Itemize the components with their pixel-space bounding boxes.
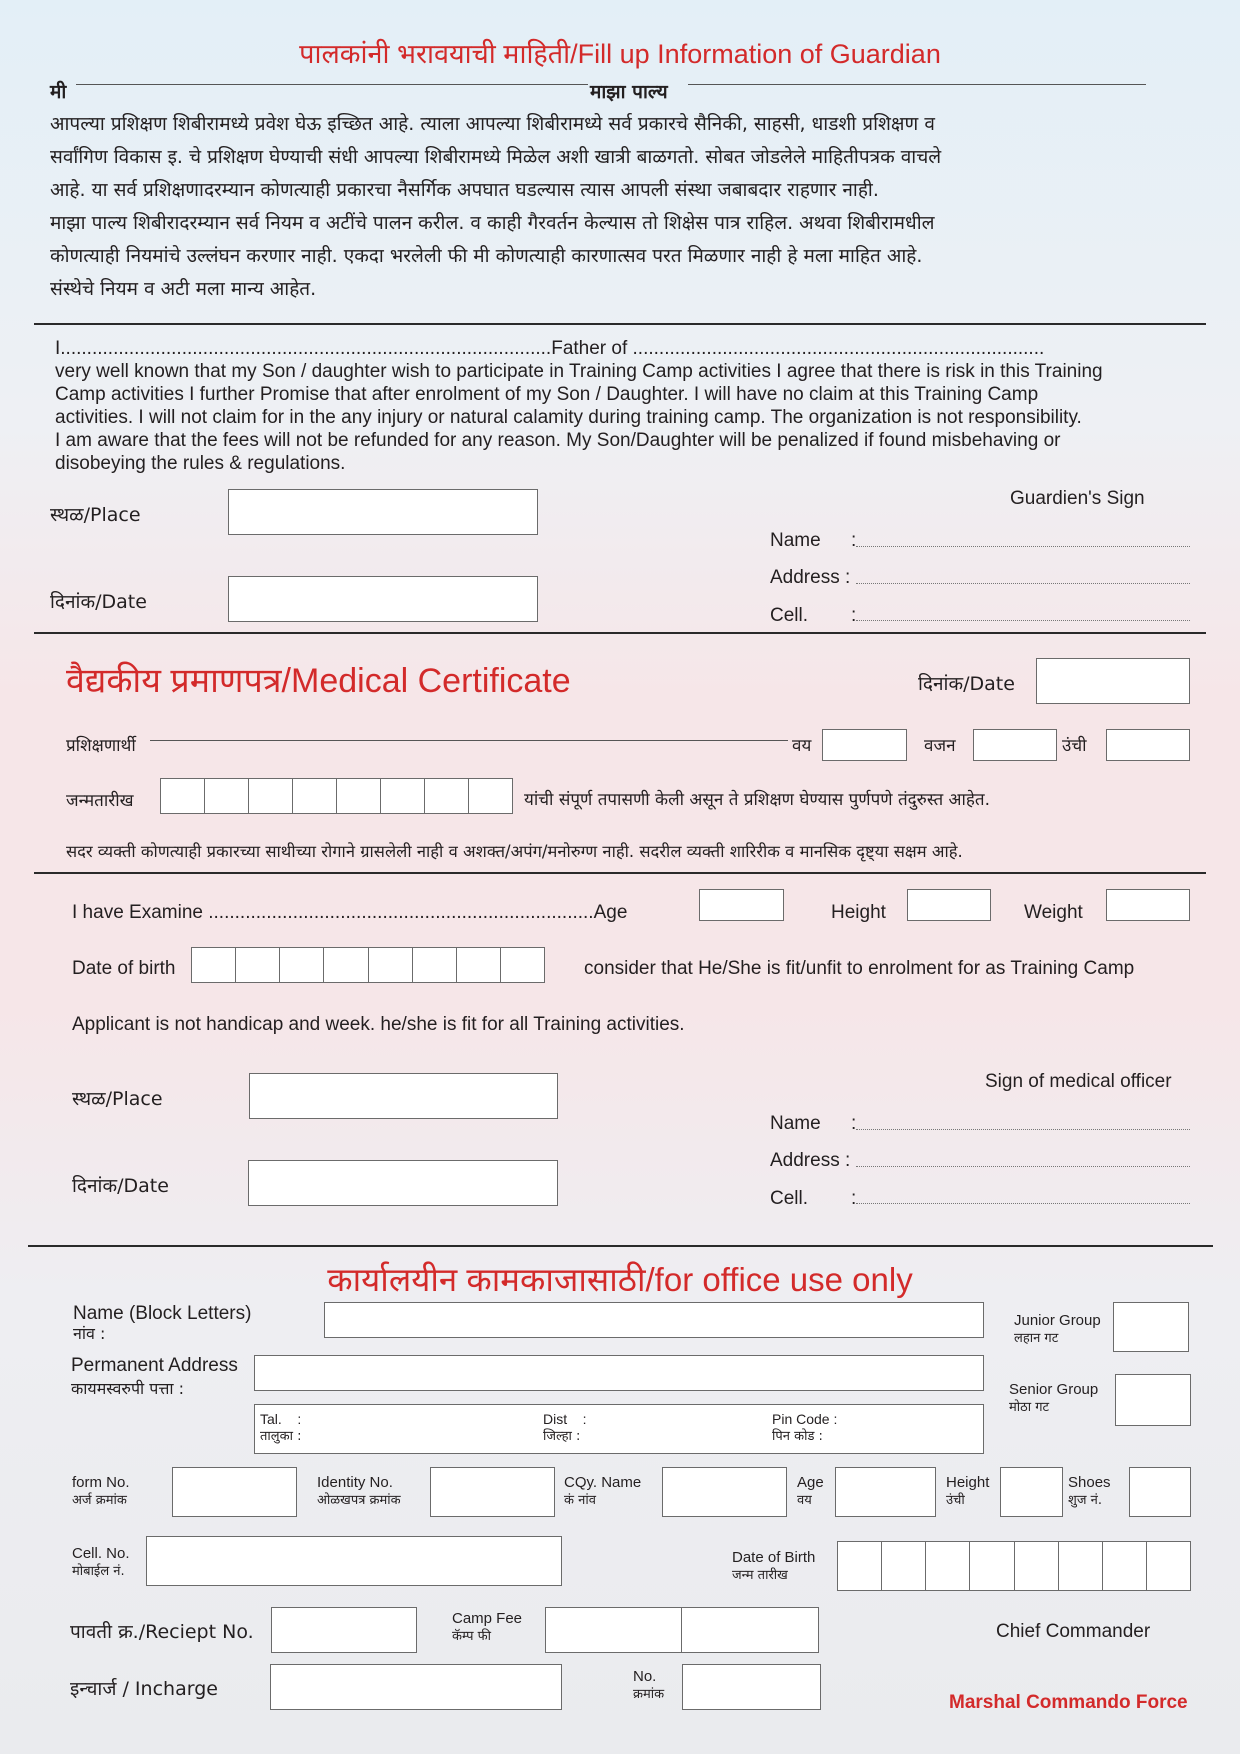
- office-dob-en: Date of Birth: [732, 1549, 816, 1566]
- name-en: Name (Block Letters): [73, 1303, 252, 1324]
- name-block-label: [73, 1303, 251, 1343]
- paragraph-line: activities. I will not claim for in the any injury or natural calamity during training camp. The organization is not responsibility.: [55, 407, 1082, 428]
- age-input[interactable]: [699, 889, 784, 921]
- organization-name: Marshal Commando Force: [949, 1692, 1188, 1713]
- cell-no-mr: मोबाईल नं.: [72, 1564, 125, 1579]
- dob-cell[interactable]: [1147, 1542, 1190, 1590]
- form-no-mr: अर्ज क्रमांक: [72, 1493, 127, 1508]
- paragraph-line: आहे. या सर्व प्रशिक्षणादरम्यान कोणत्याही प्रकारचा नैसर्गिक अपघात घडल्यास त्यास आपली संस्था जबाबदार राहणार नाही.: [50, 179, 879, 201]
- form-no-label: [72, 1474, 130, 1510]
- dob-cell[interactable]: [293, 779, 337, 813]
- guardian-name-label: Name: [770, 530, 821, 551]
- colon: :: [851, 1113, 857, 1134]
- dob-cell[interactable]: [469, 779, 512, 813]
- height-input[interactable]: [907, 889, 991, 921]
- taluka-en: Tal. :: [260, 1411, 302, 1427]
- weight-mr-label: वजन: [924, 736, 956, 756]
- dob-cell[interactable]: [413, 948, 457, 982]
- dob-cell[interactable]: [324, 948, 368, 982]
- paragraph-line: कोणत्याही नियमांचे उल्लंघन करणार नाही. एकदा भरलेली फी मी कोणत्याही कारणात्सव परत मिळणार नाही हे मला माहित आहे.: [50, 245, 923, 267]
- paragraph-line: very well known that my Son / daughter wish to participate in Training Camp activities I agree that there is risk in this Training: [55, 361, 1103, 382]
- dob-cell[interactable]: [425, 779, 469, 813]
- dob-cell[interactable]: [381, 779, 425, 813]
- shoes-label: [1068, 1474, 1111, 1510]
- paragraph-line: Camp activities I further Promise that after enrolment of my Son / Daughter. I will have no claim at this Training Camp: [55, 384, 1039, 405]
- weight-input[interactable]: [1106, 889, 1190, 921]
- dob-mr-text: यांची संपूर्ण तपासणी केली असून ते प्रशिक्षण घेण्यास पुर्णपणे तंदुरुस्त आहेत.: [524, 790, 991, 810]
- office-dob-mr: जन्म तारीख: [732, 1568, 788, 1583]
- office-name-input[interactable]: [324, 1302, 984, 1338]
- cqy-name-label: [564, 1474, 641, 1510]
- medical-name-label: Name: [770, 1113, 821, 1134]
- dob-cell[interactable]: [926, 1542, 970, 1590]
- cqy-name-input[interactable]: [662, 1467, 787, 1517]
- receipt-label: पावती क्र./Reciept No.: [70, 1621, 254, 1643]
- shoes-input[interactable]: [1129, 1467, 1191, 1517]
- medical-address-field[interactable]: [856, 1166, 1190, 1167]
- medical-sign-label: Sign of medical officer: [985, 1071, 1172, 1092]
- camp-fee-en: Camp Fee: [452, 1610, 523, 1627]
- office-height-input[interactable]: [1000, 1467, 1063, 1517]
- guardian-name-field[interactable]: [856, 546, 1190, 547]
- camp-fee-mr: कॅम्प फी: [452, 1629, 492, 1644]
- office-age-label: [797, 1474, 824, 1510]
- dob-cell[interactable]: [1059, 1542, 1103, 1590]
- camp-fee-label: [452, 1610, 522, 1646]
- office-age-input[interactable]: [835, 1467, 936, 1517]
- paragraph-line: माझा पाल्य शिबीरादरम्यान सर्व नियम व अटींचे पालन करील. व काही गैरवर्तन केल्यास तो शिक्षेस पात्र राहिल. अथवा शिबीरामधील: [50, 212, 935, 234]
- paragraph-line: I am aware that the fees will not be refunded for any reason. My Son/Daughter will be penalized if found misbehaving or: [55, 430, 1061, 451]
- no-en: No.: [633, 1668, 657, 1685]
- colon: :: [851, 605, 857, 626]
- shoes-en: Shoes: [1068, 1474, 1111, 1491]
- senior-en: Senior Group: [1009, 1381, 1099, 1398]
- shoes-mr: शुज नं.: [1068, 1493, 1102, 1508]
- weight-label: Weight: [1024, 902, 1083, 923]
- senior-mr: मोठा गट: [1009, 1400, 1050, 1415]
- guardian-date-label: दिनांक/Date: [50, 591, 147, 613]
- junior-group-checkbox[interactable]: [1113, 1302, 1189, 1352]
- medical-cell-field[interactable]: [856, 1203, 1190, 1204]
- address-block-label: [71, 1355, 238, 1398]
- office-dob-label: [732, 1549, 815, 1585]
- medical-place-label: स्थळ/Place: [72, 1088, 163, 1110]
- permanent-address-input[interactable]: [254, 1355, 984, 1391]
- district-en: Dist :: [543, 1411, 587, 1427]
- dob-cell[interactable]: [501, 948, 544, 982]
- dob-cell[interactable]: [249, 779, 293, 813]
- identity-no-input[interactable]: [430, 1467, 555, 1517]
- office-section-title: कार्यालयीन कामकाजासाठी/for office use only: [327, 1261, 913, 1298]
- me-label: मी: [50, 81, 67, 103]
- dob-cell[interactable]: [838, 1542, 882, 1590]
- dob-cell[interactable]: [280, 948, 324, 982]
- medical-date-input[interactable]: [1036, 658, 1190, 704]
- chief-commander-label: Chief Commander: [996, 1621, 1151, 1642]
- address-mr: कायमस्वरुपी पत्ता :: [71, 1379, 185, 1398]
- taluka-label: [260, 1410, 301, 1446]
- identity-no-label: [317, 1474, 401, 1510]
- section-divider: [34, 323, 1206, 325]
- office-age-mr: वय: [797, 1493, 812, 1508]
- guardian-place-label: स्थळ/Place: [50, 504, 141, 526]
- senior-group-checkbox[interactable]: [1115, 1374, 1191, 1426]
- incharge-input[interactable]: [270, 1664, 562, 1710]
- junior-group-label: [1014, 1312, 1101, 1348]
- height-label: Height: [831, 902, 886, 923]
- weight-mr-input[interactable]: [973, 729, 1057, 761]
- guardian-name-line[interactable]: [76, 84, 588, 85]
- district-mr: जिल्हा :: [543, 1429, 581, 1444]
- guardian-sign-label: Guardien's Sign: [1010, 488, 1145, 509]
- cell-no-label: [72, 1545, 130, 1581]
- guardian-cell-label: Cell.: [770, 605, 809, 626]
- guardian-date-input[interactable]: [228, 576, 538, 622]
- cqy-name-en: CQy. Name: [564, 1474, 642, 1491]
- medical-date2-input[interactable]: [248, 1160, 558, 1206]
- colon: :: [851, 1188, 857, 1209]
- incharge-label: इन्चार्ज / Incharge: [70, 1678, 218, 1700]
- examine-label: I have Examine .........................................................................Age: [72, 902, 628, 923]
- dob-cells[interactable]: [191, 947, 545, 983]
- no-mr: क्रमांक: [633, 1687, 665, 1702]
- dob-cell[interactable]: [1015, 1542, 1059, 1590]
- dob-cell[interactable]: [192, 948, 236, 982]
- district-label: [543, 1410, 587, 1446]
- no-input[interactable]: [682, 1664, 821, 1710]
- dob-cell[interactable]: [1103, 1542, 1147, 1590]
- office-age-en: Age: [797, 1474, 824, 1491]
- colon: :: [851, 530, 857, 551]
- paragraph-line: संस्थेचे नियम व अटी मला मान्य आहेत.: [50, 278, 317, 300]
- applicant-text: Applicant is not handicap and week. he/she is fit for all Training activities.: [72, 1014, 685, 1035]
- dob-mr-cells[interactable]: [160, 778, 513, 814]
- ward-name-line[interactable]: [688, 84, 1146, 85]
- address-en: Permanent Address: [71, 1355, 238, 1376]
- guardian-cell-field[interactable]: [856, 620, 1190, 621]
- medical-date-label: दिनांक/Date: [918, 673, 1015, 695]
- section-divider: [28, 1245, 1213, 1247]
- office-height-mr: उंची: [946, 1493, 965, 1508]
- height-mr-input[interactable]: [1106, 729, 1190, 761]
- dob-cell[interactable]: [236, 948, 280, 982]
- medical-name-field[interactable]: [856, 1129, 1190, 1130]
- name-mr: नांव :: [73, 1324, 106, 1343]
- office-height-en: Height: [946, 1474, 990, 1491]
- guardian-address-label: Address :: [770, 567, 851, 588]
- office-dob-cells[interactable]: [837, 1541, 1191, 1591]
- paragraph-line: disobeying the rules & regulations.: [55, 453, 346, 474]
- dob-cell[interactable]: [457, 948, 501, 982]
- dob-cell[interactable]: [337, 779, 381, 813]
- medical-section-title: वैद्यकीय प्रमाणपत्र/Medical Certificate: [66, 662, 571, 700]
- pincode-label: [772, 1410, 837, 1446]
- dob-cell[interactable]: [205, 779, 249, 813]
- dob-cell[interactable]: [970, 1542, 1014, 1590]
- guardian-marathi-paragraph: [50, 108, 1210, 306]
- dob-label: Date of birth: [72, 958, 176, 979]
- address-details-box[interactable]: [254, 1404, 984, 1454]
- medical-date2-label: दिनांक/Date: [72, 1175, 169, 1197]
- medical-cell-label: Cell.: [770, 1188, 809, 1209]
- medical-place-input[interactable]: [249, 1073, 558, 1119]
- junior-en: Junior Group: [1014, 1312, 1101, 1329]
- guardian-address-field[interactable]: [856, 583, 1190, 584]
- camp-fee-input[interactable]: [545, 1607, 819, 1653]
- receipt-input[interactable]: [271, 1607, 417, 1653]
- cell-no-input[interactable]: [146, 1536, 562, 1586]
- dob-cell[interactable]: [369, 948, 413, 982]
- trainee-label: प्रशिक्षणार्थी: [66, 736, 136, 756]
- dob-cell[interactable]: [161, 779, 205, 813]
- age-mr-label: वय: [792, 736, 812, 756]
- dob-mr-label: जन्मतारीख: [66, 791, 134, 811]
- guardian-place-input[interactable]: [228, 489, 538, 535]
- ward-label: माझा पाल्य: [590, 81, 668, 103]
- paragraph-line: सर्वांगिण विकास इ. चे प्रशिक्षण घेण्याची संधी आपल्या शिबीरामध्ये मिळेल अशी खात्री बाळगतो. सोबत जोडलेले माहितीपत्रक वाचले: [50, 146, 942, 168]
- pincode-en: Pin Code :: [772, 1411, 838, 1427]
- no-label: [633, 1668, 664, 1704]
- consider-text: consider that He/She is fit/unfit to enrolment for as Training Camp: [584, 958, 1135, 979]
- paragraph-line: I.............................................................................................Father of ..............................................................................: [55, 338, 1045, 359]
- form-no-en: form No.: [72, 1474, 130, 1491]
- office-height-label: [946, 1474, 989, 1510]
- paragraph-line: आपल्या प्रशिक्षण शिबीरामध्ये प्रवेश घेऊ इच्छित आहे. त्याला आपल्या शिबीरामध्ये सर्व प्रकारचे सैनिकी, साहसी, धाडशी प्रशिक्षण व: [50, 113, 935, 135]
- medical-address-label: Address :: [770, 1150, 851, 1171]
- dob-cell[interactable]: [882, 1542, 926, 1590]
- medical-statement-mr: सदर व्यक्ती कोणत्याही प्रकारच्या साथीच्या रोगाने ग्रासलेली नाही व अशक्त/अपंग/मनोरुग्ण नाही. सदरील व्यक्ती शारिरीक व मानसिक दृष्ट्या सक्षम आहे.: [66, 842, 963, 861]
- pincode-mr: पिन कोड :: [772, 1429, 823, 1444]
- cell-no-en: Cell. No.: [72, 1545, 130, 1562]
- trainee-name-line[interactable]: [150, 740, 788, 741]
- junior-mr: लहान गट: [1014, 1331, 1059, 1346]
- identity-no-mr: ओळखपत्र क्रमांक: [317, 1493, 401, 1508]
- form-no-input[interactable]: [172, 1467, 297, 1517]
- guardian-english-paragraph: [55, 337, 1215, 475]
- cqy-name-mr: कं नांव: [564, 1493, 596, 1508]
- guardian-section-title: पालकांनी भरावयाची माहिती/Fill up Information of Guardian: [299, 39, 941, 69]
- senior-group-label: [1009, 1381, 1098, 1417]
- section-divider: [34, 632, 1206, 634]
- identity-no-en: Identity No.: [317, 1474, 393, 1491]
- height-mr-label: उंची: [1062, 736, 1087, 756]
- section-divider: [34, 872, 1206, 874]
- taluka-mr: तालुका :: [260, 1429, 302, 1444]
- camp-fee-divider: [681, 1608, 682, 1652]
- age-mr-input[interactable]: [822, 729, 907, 761]
